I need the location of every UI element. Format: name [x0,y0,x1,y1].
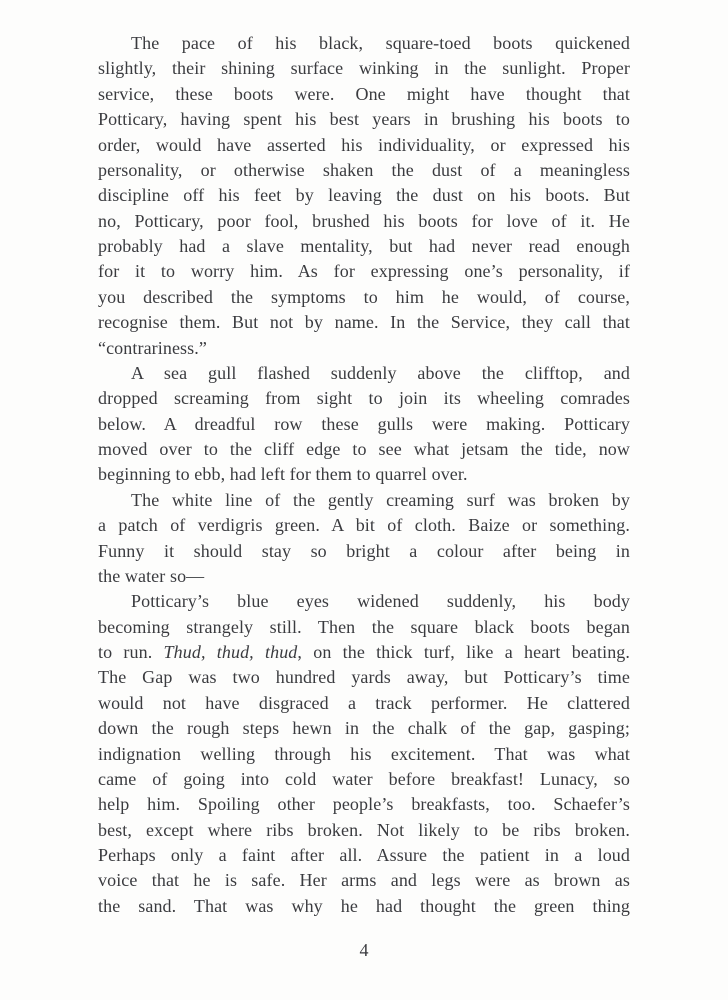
text-segment: recognise them. But not by name. In the Service, they call that [98,312,630,333]
text-block [98,31,630,919]
text-line [98,158,630,183]
text-line [98,691,630,716]
text-line [98,792,630,817]
text-segment: The white line of the gently creaming surf was broken by [131,489,630,510]
text-line [98,285,630,310]
text-line [98,640,630,665]
text-line [98,589,630,614]
text-segment: The pace of his black, square-toed boots quickened [131,33,630,53]
text-line [98,767,630,792]
text-line [98,513,630,538]
text-segment: help him. Spoiling other people’s breakfasts, too. Schaefer’s [98,794,630,815]
text-segment: , on the thick turf, like a heart beating. [297,642,630,662]
text-line [98,133,630,158]
text-line [98,310,630,335]
text-line [98,564,630,589]
text-segment: personality, or otherwise shaken the dust of a meaningless [98,159,630,180]
text-line [98,742,630,767]
text-segment: “contrariness.” [98,337,207,358]
text-line [98,234,630,259]
text-line [98,894,630,919]
text-line [98,386,630,411]
text-line [98,183,630,208]
text-segment: beginning to ebb, had left for them to quarrel over. [98,464,468,485]
text-segment: Funny it should stay so bright a colour after being in [98,540,630,561]
text-segment: best, except where ribs broken. Not likely to be ribs broken. [98,819,630,840]
text-line [98,31,630,56]
text-line [98,107,630,132]
text-line [98,336,630,361]
text-line [98,868,630,893]
text-segment: A sea gull flashed suddenly above the clifftop, and [131,362,630,383]
text-segment: becoming strangely still. Then the square black boots began [98,616,630,637]
text-segment: The Gap was two hundred yards away, but Potticary’s time [98,667,630,688]
text-line [98,843,630,868]
text-line [98,259,630,284]
text-segment: service, these boots were. One might have thought that [98,83,630,104]
text-segment: Potticary’s blue eyes widened suddenly, his body [131,591,630,612]
text-segment: dropped screaming from sight to join its wheeling comrades [98,388,630,409]
text-segment: would not have disgraced a track performer. He clattered [98,692,630,713]
text-line [98,437,630,462]
text-line [98,615,630,640]
text-segment: a patch of verdigris green. A bit of cloth. Baize or something. [98,515,630,536]
text-segment: down the rough steps hewn in the chalk of the gap, gasping; [98,718,630,739]
text-segment: order, would have asserted his individuality, or expressed his [98,134,630,155]
italic-text-segment: Thud, thud, thud [163,642,298,662]
text-line [98,488,630,513]
text-segment: no, Potticary, poor fool, brushed his boots for love of it. He [98,210,630,231]
text-line [98,82,630,107]
text-line [98,539,630,564]
text-line [98,716,630,741]
text-segment: the sand. That was why he had thought the green thing [98,895,630,916]
text-segment: came of going into cold water before breakfast! Lunacy, so [98,768,630,789]
text-segment: discipline off his feet by leaving the dust on his boots. But [98,185,630,206]
text-line [98,56,630,81]
text-line [98,361,630,386]
text-line [98,462,630,487]
text-segment: probably had a slave mentality, but had never read enough [98,236,630,256]
page-number: 4 [359,940,369,960]
text-segment: below. A dreadful row these gulls were making. Potticary [98,413,630,434]
text-segment: Perhaps only a faint after all. Assure the patient in a loud [98,845,630,865]
text-line [98,209,630,234]
text-segment: for it to worry him. As for expressing one’s personality, if [98,261,630,282]
text-segment: Potticary, having spent his best years in brushing his boots to [98,109,630,130]
text-segment: slightly, their shining surface winking in the sunlight. Proper [98,58,630,79]
text-segment: you described the symptoms to him he would, of course, [98,286,630,307]
text-line [98,818,630,843]
text-segment: to run. [98,642,164,662]
text-line [98,665,630,690]
text-segment: moved over to the cliff edge to see what jetsam the tide, now [98,439,630,459]
text-line [98,412,630,437]
text-segment: voice that he is safe. Her arms and legs were as brown as [98,870,630,891]
text-segment: the water so— [98,565,205,586]
text-segment: indignation welling through his excitement. That was what [98,743,630,764]
